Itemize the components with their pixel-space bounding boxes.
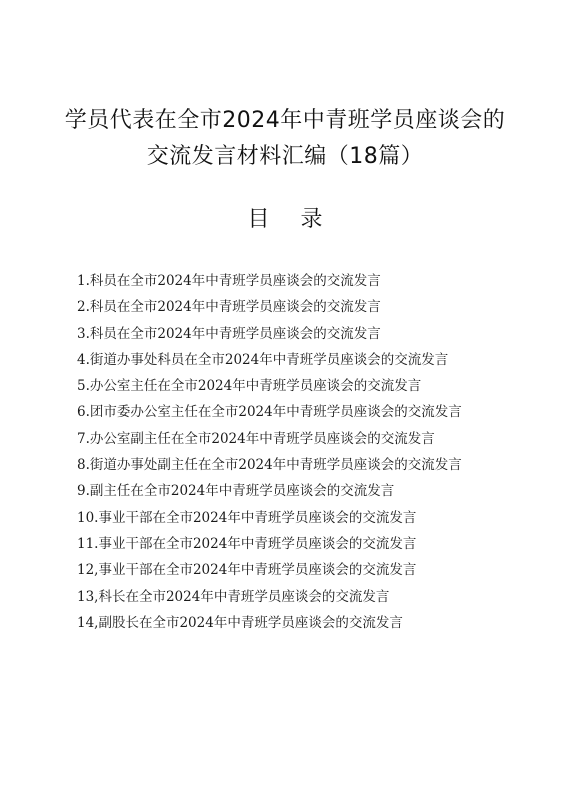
- toc-item-6: 6.团市委办公室主任在全市2024年中青班学员座谈会的交流发言: [77, 404, 462, 421]
- toc-item-4: 4.街道办事处科员在全市2024年中青班学员座谈会的交流发言: [77, 351, 449, 368]
- document-title-line-2: 交流发言材料汇编（18篇）: [146, 144, 424, 169]
- toc-item-12: 12,事业干部在全市2024年中青班学员座谈会的交流发言: [77, 562, 417, 579]
- toc-heading: 目 录: [247, 207, 335, 232]
- toc-item-10: 10.事业干部在全市2024年中青班学员座谈会的交流发言: [77, 509, 417, 526]
- toc-item-8: 8.街道办事处副主任在全市2024年中青班学员座谈会的交流发言: [77, 457, 462, 474]
- toc-item-11: 11.事业干部在全市2024年中青班学员座谈会的交流发言: [77, 535, 417, 552]
- toc-item-13: 13,科长在全市2024年中青班学员座谈会的交流发言: [77, 588, 390, 605]
- toc-item-1: 1.科员在全市2024年中青班学员座谈会的交流发言: [77, 273, 381, 289]
- toc-item-3: 3.科员在全市2024年中青班学员座谈会的交流发言: [77, 325, 381, 342]
- toc-item-2: 2.科员在全市2024年中青班学员座谈会的交流发言: [77, 299, 381, 316]
- document-title-line-1: 学员代表在全市2024年中青班学员座谈会的: [64, 108, 506, 133]
- toc-item-7: 7.办公室副主任在全市2024年中青班学员座谈会的交流发言: [77, 430, 435, 447]
- toc-item-14: 14,副股长在全市2024年中青班学员座谈会的交流发言: [77, 614, 403, 631]
- toc-item-9: 9.副主任在全市2024年中青班学员座谈会的交流发言: [77, 483, 395, 500]
- table-of-contents: [77, 268, 497, 636]
- toc-item-5: 5.办公室主任在全市2024年中青班学员座谈会的交流发言: [77, 378, 422, 395]
